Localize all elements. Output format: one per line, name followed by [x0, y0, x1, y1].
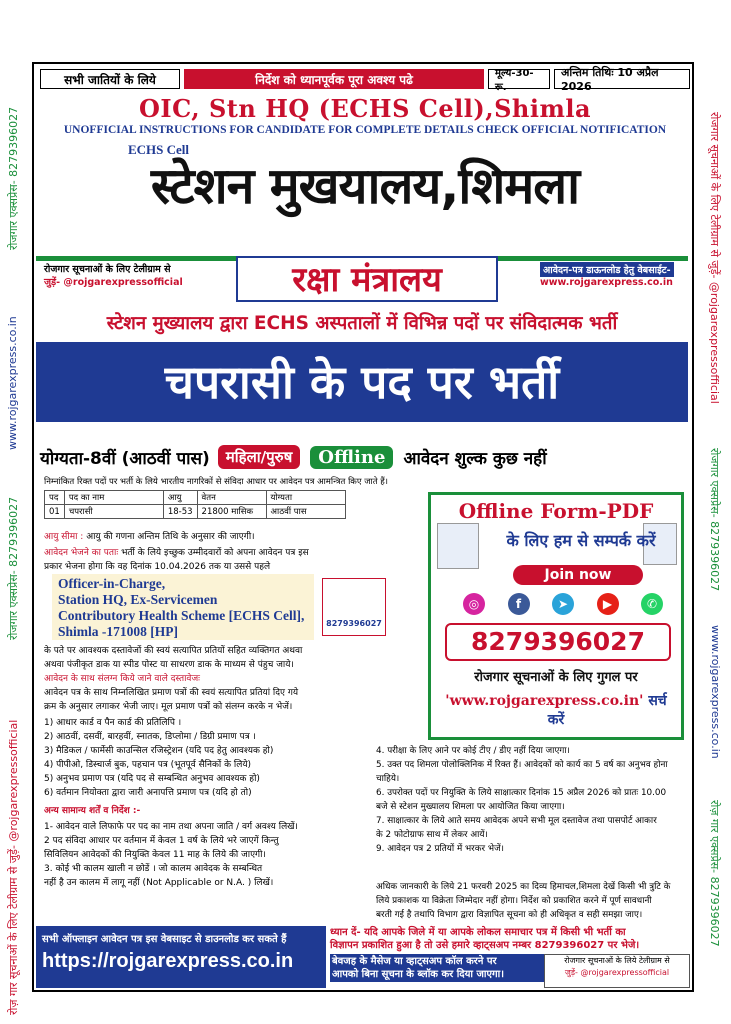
list-item: 7. साक्षात्कार के लिये आते समय आवेदक अपने सभी मूल दस्तावेज तथा पासपोर्ट आकार — [376, 816, 657, 826]
side-watermark-phone: रोज़ गार एक्सप्रेस- 8279396027 — [708, 800, 721, 947]
promo-box — [428, 492, 684, 740]
documents-list — [44, 716, 374, 800]
block-warning — [330, 954, 544, 982]
postal-address — [52, 574, 314, 640]
table-header-row — [45, 491, 346, 505]
block-warning-line-1: बेवजह के मैसेज या व्हाट्सअप कॉल करने पर — [332, 956, 497, 967]
address-intro-2: प्रकार भेजना होगा कि वह दिनांक 10.04.2026 तक या उससे पहले — [44, 562, 271, 572]
telegram-note — [44, 262, 194, 288]
promo-search-text: सर्च करें — [547, 693, 667, 728]
address-intro — [44, 546, 424, 560]
age-text: आयु की गणना अन्तिम तिथि के अनुसार की जाएगी। — [86, 532, 255, 542]
office-title: OIC, Stn HQ (ECHS Cell),Shimla — [138, 94, 592, 123]
general-list — [44, 820, 374, 890]
docs-intro: आवेदन पत्र के साथ निम्नलिखित प्रमाण पत्रों की स्वयं सत्यापित प्रतियां दिए गये — [44, 688, 299, 698]
address-line: Station HQ, Ex-Servicemen — [58, 592, 218, 607]
intro-text: निम्नांकित रिक्त पदों पर भर्ती के लिये भारतीय नागरिकों से संविदा आधार पर आवेदन पत्र आमन्त्रित किए जाते हैं। — [44, 477, 389, 487]
disclaimer — [376, 880, 688, 922]
posts-table — [44, 490, 346, 519]
telegram-box-line-2[interactable]: जुड़ें- @rojgarexpressofficial — [564, 968, 670, 977]
page-title: स्टेशन मुखयालय,शिमला — [150, 157, 580, 215]
side-watermark-phone: रोजगार एक्सप्रेस- 8279396027 — [708, 448, 721, 592]
list-item: 4) पीपीओ, डिस्चार्ज बुक, पहचान पत्र (भूतपूर्व सैनिकों के लिये) — [44, 760, 252, 770]
side-watermark-url: www.rojgarexpress.co.in — [6, 316, 19, 450]
telegram-icon[interactable]: ➤ — [552, 593, 574, 615]
address-text: भर्ती के लिये इच्छुक उम्मीदवारों को अपना आवेदन पत्र इस — [121, 548, 309, 558]
whatsapp-icon[interactable]: ✆ — [641, 593, 663, 615]
disclaimer-line: अधिक जानकारी के लिये 21 फरवरी 2025 का दिव्य हिमाचल,शिमला देखें किसी भी त्रुटि के — [376, 882, 671, 892]
list-item: 3) मैडिकल / फार्मेसी काउन्सिल रजिस्ट्रेशन (यदि पद हेतु आवश्यक हो) — [44, 746, 274, 756]
list-item: 6) वर्तमान नियोक्ता द्वारा जारी अनापत्ति प्रमाण पत्र (यदि हो तो) — [44, 788, 252, 798]
disclaimer-line: बरती गई है तथापि विभाग द्वारा विज्ञापित सूचना को ही अधिकृत व सही समझा जाए। — [376, 910, 643, 920]
logo-phone: 8279396027 — [326, 619, 382, 628]
mode-badge: Offline — [310, 446, 393, 469]
publisher-logo — [322, 578, 386, 636]
echs-cell-label: ECHS Cell — [128, 142, 190, 157]
disclaimer-line: लिये प्रकाशक या विक्रेता जिम्मेदार नहीं होगा। निर्देश को प्रकाशित करने में पूर्ण सावधानी — [376, 896, 652, 906]
submission-text-2: अथवा पंजीकृत डाक या स्पीड पोस्ट या साधरण डाक के माध्यम से पंहुच जाये। — [44, 660, 294, 670]
submission-text: के पते पर आवश्यक दस्तावेजों की स्वयं सत्यापित प्रतियों सहित व्यक्तिगत अथवा — [44, 646, 303, 656]
list-item: नहीं है उन कालम में लागू नहीं (Not Applicable or N.A. ) लिखें। — [44, 878, 274, 888]
download-note — [540, 262, 690, 288]
list-item: 9. आवेदन पत्र 2 प्रतियों में भरकर भेजें। — [376, 844, 504, 854]
footer — [36, 926, 688, 988]
education-label: योग्यता-8वीं (आठवीं पास) — [40, 448, 210, 469]
table-header: योग्यता — [266, 491, 345, 505]
table-cell: 21800 मासिक — [197, 505, 266, 519]
promo-subtitle: के लिए हम से सम्पर्क करें — [506, 531, 656, 550]
address-line: Shimla -171008 [HP] — [58, 624, 178, 639]
ministry-title: रक्षा मंत्रालय — [236, 256, 498, 302]
list-item: 4. परीक्षा के लिए आने पर कोई टीए / डीए नहीं दिया जाएगा। — [376, 746, 570, 756]
address-line: Contributory Health Scheme [ECHS Cell], — [58, 608, 305, 623]
attention-text — [330, 926, 688, 952]
side-watermark-phone: रोजगार एक्सप्रेस- 8279396027 — [7, 496, 20, 640]
list-item: 2 पद संविदा आधार पर वर्तमान में केवल 1 वर्ष के लिये भरे जाएगें किन्तु — [44, 836, 279, 846]
table-header: पद का नाम — [64, 491, 163, 505]
instruction-label: निर्देश को ध्यानपूर्वक पूरा अवश्य पढे — [184, 69, 484, 89]
side-watermark-url: www.rojgarexpress.co.in — [709, 625, 722, 759]
list-item: चाहिये। — [376, 774, 400, 784]
list-item: 1) आधार कार्ड व पैन कार्ड की प्रतिलिपि । — [44, 718, 182, 728]
instagram-icon[interactable]: ◎ — [463, 593, 485, 615]
social-icons — [463, 593, 663, 615]
list-item: 2) आठवीं, दसवीं, बारहवीं, स्नातक, डिप्लोमा / डिग्री प्रमाण पत्र । — [44, 732, 256, 742]
docs-heading: आवेदन के साथ संलग्न किये जाने वाले दस्तावेजः — [44, 674, 200, 684]
table-header: पद — [45, 491, 65, 505]
table-cell: 01 — [45, 505, 65, 519]
telegram-line-1: रोजगार सूचनाओं के लिए टेलीग्राम से — [44, 264, 171, 275]
list-item: 3. कोई भी कालम खाली न छोडें । जो कालम आवेदक के सम्बन्धित — [44, 864, 263, 874]
footer-url[interactable]: https://rojgarexpress.co.in — [42, 950, 294, 972]
list-item: के 2 फोटोग्राफ साथ में लेकर आयें। — [376, 830, 488, 840]
fee-label: आवेदन शुल्क कुछ नहीं — [403, 448, 547, 469]
promo-line: रोजगार सूचनाओं के लिए गुगल पर — [474, 670, 638, 685]
contact-phone[interactable]: 8279396027 — [445, 623, 671, 661]
address-label: आवेदन भेजने का पताः — [44, 548, 119, 558]
side-watermark-telegram: रोज़ गार सूचनाओं के लिए टेलीग्राम से जुड़ें- @rojgarexpressofficial — [7, 719, 20, 1015]
list-item: 5. उक्त पद शिमला पोलोक्लिनिक में रिक्त हैं। आवेदकों को कार्य का 5 वर्ष का अनुभव होना — [376, 760, 668, 770]
list-item: बजे से स्टेशन मुख्यालय शिमला पर आयोजित किया जाएगा। — [376, 802, 565, 812]
list-item: 6. उपरोक्त पदों पर नियुक्ति के लिये साक्षात्कार दिनांक 15 अप्रैल 2026 को प्रातः 10.00 — [376, 788, 667, 798]
table-header: आयु — [163, 491, 197, 505]
table-cell: आठवीं पास — [266, 505, 345, 519]
form-thumbnail — [437, 523, 479, 569]
unofficial-note: UNOFFICIAL INSTRUCTIONS FOR CANDIDATE FOR COMPLETE DETAILS CHECK OFFICIAL NOTIFICATION — [63, 124, 667, 136]
attention-line-2: विज्ञापन प्रकाशित हुआ है तो उसे हमारे व्हाट्सअप नम्बर 8279396027 पर भेजे। — [330, 940, 640, 951]
promo-url[interactable]: 'www.rojgarexpress.co.in' — [445, 693, 644, 709]
post-banner: चपरासी के पद पर भर्ती — [36, 342, 688, 422]
telegram-line-2: जुड़ें- @rojgarexpressofficial — [44, 277, 183, 288]
join-now-button[interactable]: Join now — [513, 565, 643, 585]
block-warning-line-2: आपको बिना सूचना के ब्लॉक कर दिया जाएगा। — [332, 969, 505, 980]
qualification-row — [40, 440, 690, 474]
age-limit — [44, 530, 424, 544]
side-watermark-phone: रोजगार एक्सप्रेस- 8279396027 — [7, 106, 20, 250]
list-item: 5) अनुभव प्रमाण पत्र (यदि पद से सम्बन्धित अनुभव आवश्यक हो) — [44, 774, 260, 784]
promo-search — [435, 691, 677, 729]
attention-note — [330, 926, 688, 988]
facebook-icon[interactable]: f — [508, 593, 530, 615]
table-header: वेतन — [197, 491, 266, 505]
docs-intro-2: क्रम के अनुसार लगाकर भेजी जाए। मूल प्रमाण पत्रों को संलग्न करके न भेजें। — [44, 702, 293, 712]
table-cell: चपरासी — [64, 505, 163, 519]
telegram-box — [544, 954, 690, 988]
price-label: मूल्य-30-रू. — [488, 69, 550, 89]
list-item: 1- आवेदन वाले लिफाफे पर पद का नाम तथा अपना जाति / वर्ग अवश्य लिखें। — [44, 822, 298, 832]
last-date-label: अन्तिम तिथिः 10 अप्रैल 2026 — [554, 69, 690, 89]
general-heading: अन्य सामान्य शर्तें व निर्देश :- — [44, 806, 141, 816]
age-label: आयु सीमा : — [44, 532, 84, 542]
top-strip — [40, 66, 690, 93]
table-cell: 18-53 — [163, 505, 197, 519]
conditions-list — [376, 744, 688, 856]
promo-title: Offline Form-PDF — [458, 499, 654, 523]
table-row — [45, 505, 346, 519]
attention-line-1: ध्यान दें- यदि आपके जिले में या आपके लोकल समाचार पत्र में किसी भी भर्ती का — [330, 927, 626, 938]
gender-badge: महिला/पुरुष — [218, 445, 301, 469]
youtube-icon[interactable]: ▶ — [597, 593, 619, 615]
download-banner-text: सभी ऑफ्लाइन आवेदन पत्र इस वेबसाइट से डाउनलोड कर सकते हैं — [42, 934, 287, 945]
telegram-box-line-1: रोजगार सूचनाओं के लिये टेलीग्राम से — [564, 956, 670, 965]
download-line-1: आवेदन-पत्र डाऊनलोड हेतु वेबसाईट- — [540, 262, 674, 277]
recruitment-subheading: स्टेशन मुख्यालय द्वारा ECHS अस्पतालों में विभिन्न पदों पर संविदात्मक भर्ती — [106, 313, 618, 334]
address-line: Officer-in-Charge, — [58, 576, 166, 591]
download-link[interactable]: www.rojgarexpress.co.in — [540, 277, 673, 288]
side-watermark-telegram: रोजगार सूचनाओं के लिए टेलीग्राम से जुड़ें- @rojgarexpressofficial — [708, 112, 721, 404]
list-item: सिविलियन आवेदकों की नियुक्ति केवल 11 माह के लिये की जाएगी। — [44, 850, 266, 860]
download-banner — [36, 926, 326, 988]
castes-label: सभी जातियों के लिये — [40, 69, 180, 89]
